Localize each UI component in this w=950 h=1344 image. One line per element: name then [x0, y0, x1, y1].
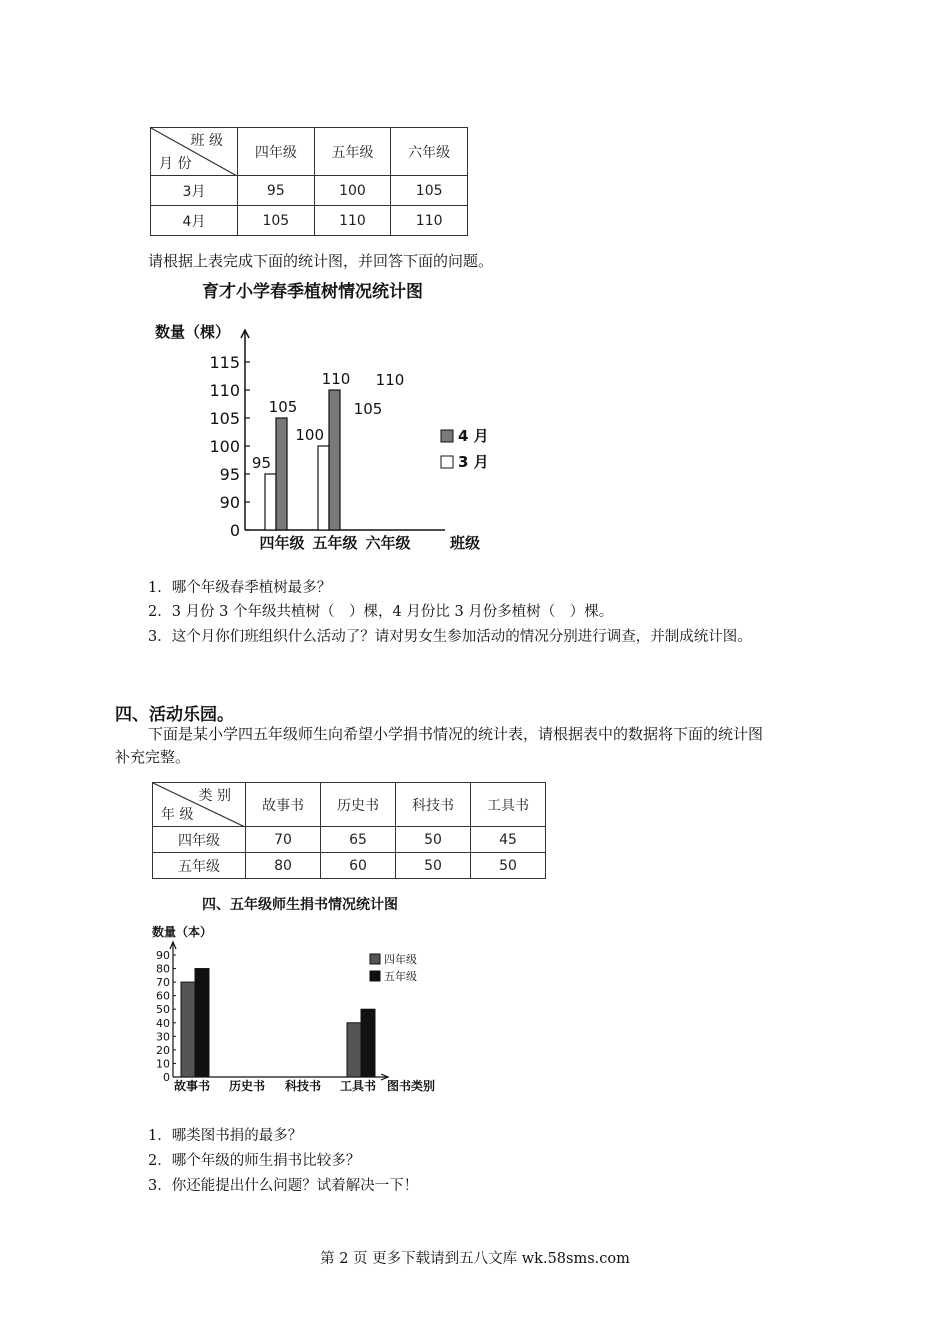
chart1-title: 育才小学春季植树情况统计图 — [202, 282, 423, 302]
legend-swatch-march — [441, 456, 453, 468]
legend-swatch-grade4 — [370, 954, 380, 964]
y-tick-label: 90 — [219, 493, 240, 512]
legend-swatch-grade5 — [370, 971, 380, 981]
data-label: 100 — [295, 426, 324, 444]
x-tick-label: 五年级 — [312, 534, 358, 552]
bar-grade5 — [361, 1009, 375, 1077]
table-cell: 50 — [471, 853, 546, 879]
question-3: 3．这个月你们班组织什么活动了？请对男女生参加活动的情况分别进行调查，并制成统计图。 — [148, 629, 752, 645]
y-tick-label: 70 — [156, 976, 170, 990]
annotation-label: 105 — [353, 400, 383, 418]
data-label: 105 — [268, 398, 298, 416]
donation-chart — [140, 922, 460, 1097]
table-cell: 105 — [391, 176, 468, 206]
question-2: 2．哪个年级的师生捐书比较多？ — [148, 1153, 361, 1169]
table-row — [153, 827, 546, 853]
section-heading: 四、活动乐园。 — [115, 705, 234, 725]
column-header: 历史书 — [321, 783, 396, 827]
column-header: 科技书 — [396, 783, 471, 827]
corner-top-label: 类 别 — [198, 788, 231, 804]
table-row — [151, 206, 468, 236]
y-tick-label: 30 — [156, 1030, 170, 1044]
data-label: 95 — [251, 454, 271, 472]
legend-label-march: 3 月 — [458, 453, 489, 471]
chart2-title: 四、五年级师生捐书情况统计图 — [202, 897, 398, 913]
donation-table — [152, 782, 546, 879]
annotation-label: 110 — [375, 371, 405, 389]
bar-april — [329, 390, 340, 530]
bar-grade5 — [195, 969, 209, 1077]
y-tick-label: 50 — [156, 1003, 170, 1017]
planting-chart — [140, 310, 500, 560]
section-intro-line2: 补充完整。 — [115, 748, 191, 766]
bar-april — [276, 418, 287, 530]
bar-march — [318, 446, 329, 530]
y-tick-label: 0 — [163, 1071, 170, 1084]
y-tick-label: 105 — [209, 409, 240, 428]
y-tick-label: 20 — [156, 1043, 170, 1057]
table-cell: 50 — [396, 853, 471, 879]
y-tick-label: 0 — [229, 521, 240, 540]
planting-table — [150, 127, 468, 236]
section-intro-line1: 下面是某小学四五年级师生向希望小学捐书情况的统计表，请根据表中的数据将下面的统计图 — [148, 725, 764, 743]
data-label: 110 — [321, 370, 351, 388]
page-footer: 第 2 页 更多下载请到五八文库 wk.58sms.com — [320, 1251, 630, 1267]
y-tick-label: 100 — [209, 437, 240, 456]
table-cell: 105 — [238, 206, 315, 236]
bar-grade4 — [181, 982, 195, 1077]
column-header: 工具书 — [471, 783, 546, 827]
legend-label-grade4: 四年级 — [384, 953, 417, 966]
legend-label-april: 4 月 — [458, 427, 489, 445]
table-cell: 65 — [321, 827, 396, 853]
bar-march — [265, 474, 276, 530]
corner-top-label: 班 级 — [190, 133, 223, 149]
table-cell: 50 — [396, 827, 471, 853]
table-row — [151, 176, 468, 206]
bar-grade4 — [347, 1023, 361, 1077]
column-header: 四年级 — [238, 128, 315, 176]
table-cell: 110 — [391, 206, 468, 236]
legend-label-grade5: 五年级 — [384, 970, 417, 983]
y-tick-label: 115 — [209, 353, 240, 372]
column-header: 五年级 — [314, 128, 391, 176]
table-cell: 60 — [321, 853, 396, 879]
row-label: 3月 — [151, 176, 238, 206]
row-label: 五年级 — [153, 853, 246, 879]
table-cell: 45 — [471, 827, 546, 853]
table-row — [153, 853, 546, 879]
y-axis-label: 数量（本） — [152, 925, 213, 939]
y-tick-label: 95 — [219, 465, 240, 484]
legend-swatch-april — [441, 430, 453, 442]
x-tick-label: 六年级 — [365, 534, 411, 552]
question-1: 1．哪类图书捐的最多？ — [148, 1128, 303, 1144]
x-axis-label: 图书类别 — [387, 1079, 436, 1093]
corner-bottom-label: 年 级 — [161, 807, 194, 823]
x-tick-label: 科技书 — [284, 1079, 322, 1093]
table-corner-header — [151, 128, 238, 176]
table-corner-header — [153, 783, 246, 827]
x-tick-label: 工具书 — [339, 1079, 377, 1093]
y-tick-label: 40 — [156, 1016, 170, 1030]
x-tick-label: 故事书 — [173, 1079, 211, 1093]
corner-bottom-label: 月 份 — [159, 156, 192, 172]
question-1: 1．哪个年级春季植树最多？ — [148, 580, 332, 596]
x-tick-label: 历史书 — [228, 1079, 266, 1093]
y-axis-label: 数量（棵） — [155, 323, 231, 341]
table-cell: 80 — [246, 853, 321, 879]
column-header: 故事书 — [246, 783, 321, 827]
row-label: 4月 — [151, 206, 238, 236]
column-header: 六年级 — [391, 128, 468, 176]
y-tick-label: 90 — [156, 949, 170, 962]
y-tick-label: 110 — [209, 381, 240, 400]
question-2: 2．3 月份 3 个年级共植树（ ）棵，4 月份比 3 月份多植树（ ）棵。 — [148, 604, 614, 620]
x-tick-label: 四年级 — [259, 534, 305, 552]
table-cell: 100 — [314, 176, 391, 206]
table-cell: 110 — [314, 206, 391, 236]
y-tick-label: 60 — [156, 989, 170, 1003]
y-tick-label: 80 — [156, 962, 170, 976]
table-cell: 95 — [238, 176, 315, 206]
x-axis-label: 班级 — [450, 534, 481, 552]
chart1-instruction: 请根据上表完成下面的统计图，并回答下面的问题。 — [148, 252, 494, 270]
table-cell: 70 — [246, 827, 321, 853]
y-tick-label: 10 — [156, 1057, 170, 1071]
row-label: 四年级 — [153, 827, 246, 853]
question-3: 3．你还能提出什么问题？试着解决一下！ — [148, 1178, 419, 1194]
